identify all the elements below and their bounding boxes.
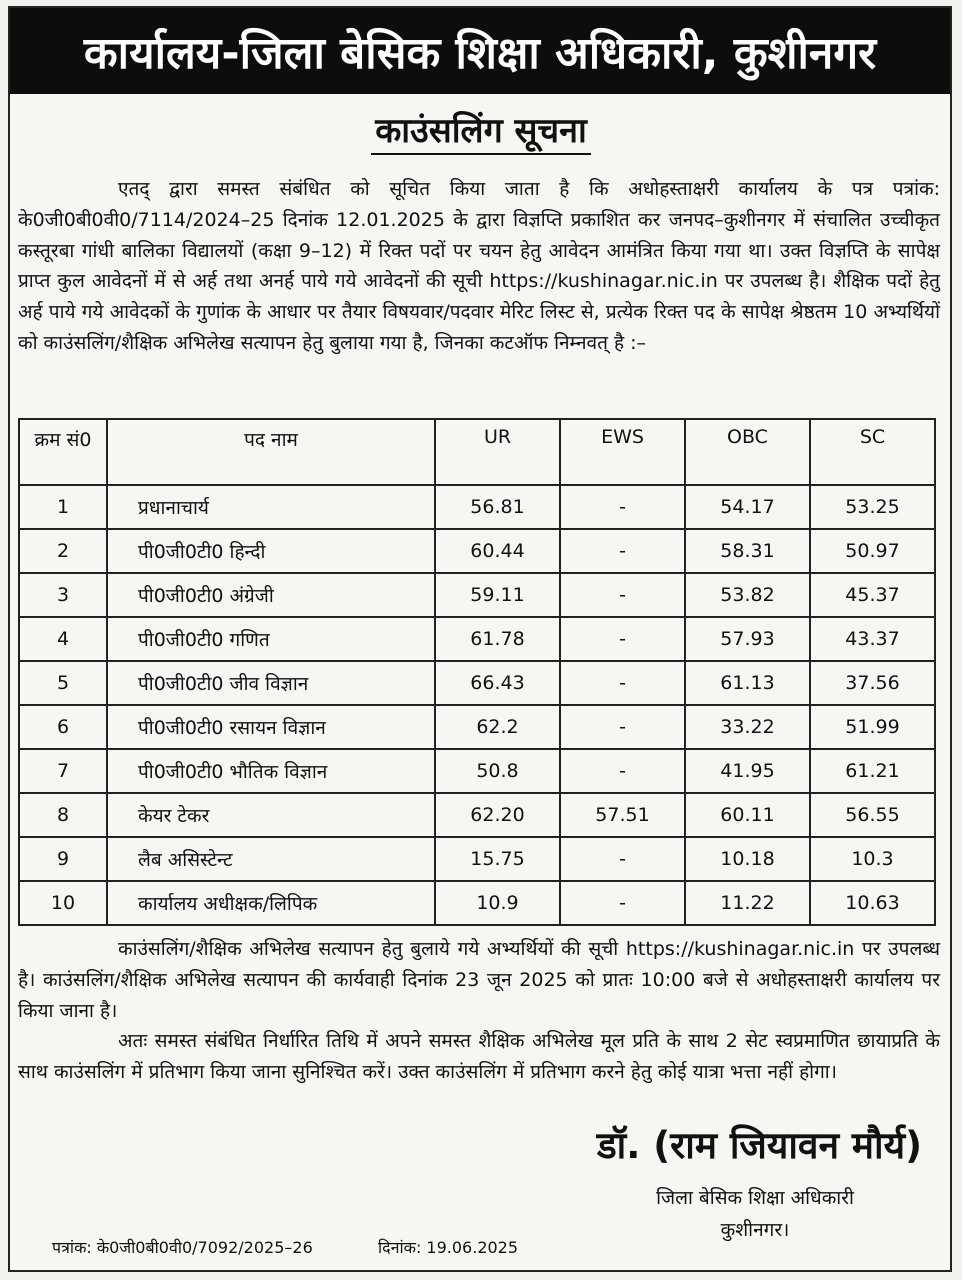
cutoff-table bbox=[18, 418, 936, 926]
cell-ews: - bbox=[560, 617, 685, 661]
cell-ews: - bbox=[560, 837, 685, 881]
cell-sc: 53.25 bbox=[810, 485, 935, 529]
header-ews: EWS bbox=[560, 419, 685, 485]
header-ur: UR bbox=[435, 419, 560, 485]
cell-sn: 2 bbox=[19, 529, 107, 573]
cell-sc: 37.56 bbox=[810, 661, 935, 705]
cell-ews: - bbox=[560, 485, 685, 529]
cell-sn: 1 bbox=[19, 485, 107, 529]
header-obc: OBC bbox=[685, 419, 810, 485]
cell-sn: 5 bbox=[19, 661, 107, 705]
cell-obc: 58.31 bbox=[685, 529, 810, 573]
cell-obc: 41.95 bbox=[685, 749, 810, 793]
cell-sc: 50.97 bbox=[810, 529, 935, 573]
cell-sn: 10 bbox=[19, 881, 107, 925]
cell-obc: 54.17 bbox=[685, 485, 810, 529]
cell-ews: - bbox=[560, 705, 685, 749]
table-row bbox=[19, 485, 935, 529]
cell-obc: 61.13 bbox=[685, 661, 810, 705]
intro-paragraph: एतद् द्वारा समस्त संबंधित को सूचित किया जाता है कि अधोहस्ताक्षरी कार्यालय के पत्र पत्रांक: के0जी0बी0वी0/7114/2024–25 दिनांक 12.01.2025 के द्वारा विज्ञप्ति प्रकाशित कर जनपद–कुशीनगर में संचालित उच्चीकृत कस्तूरबा गांधी बालिका विद्यालयों (कक्षा 9–12) में रिक्त पदों पर चयन हेतु आवेदन आमंत्रित किया गया था। उक्त विज्ञप्ति के सापेक्ष प्राप्त कुल आवेदनों में से अर्ह तथा अनर्ह पाये गये आवेदनों की सूची https://kushinagar.nic.in पर उपलब्ध है। शैक्षिक पदों हेतु अर्ह पाये गये आवेदकों के गुणांक के आधार पर तैयार विषयवार/पदवार मेरिट लिस्ट से, प्रत्येक रिक्त पद के सापेक्ष श्रेष्ठतम 10 अभ्यर्थियों को काउंसलिंग/शैक्षिक अभिलेख सत्यापन हेतु बुलाया गया है, जिनका कटऑफ निम्नवत् है :– bbox=[18, 178, 940, 354]
cell-obc: 53.82 bbox=[685, 573, 810, 617]
cell-sc: 43.37 bbox=[810, 617, 935, 661]
cell-sc: 56.55 bbox=[810, 793, 935, 837]
cell-ur: 62.20 bbox=[435, 793, 560, 837]
cell-ews: - bbox=[560, 749, 685, 793]
header-post: पद नाम bbox=[107, 419, 435, 485]
table-row bbox=[19, 749, 935, 793]
cell-post: पी0जी0टी0 अंग्रेजी bbox=[107, 573, 435, 617]
cell-sc: 61.21 bbox=[810, 749, 935, 793]
reference-number: पत्रांक: के0जी0बी0वी0/7092/2025–26 bbox=[52, 1238, 313, 1257]
cell-ur: 60.44 bbox=[435, 529, 560, 573]
table-row bbox=[19, 793, 935, 837]
cell-sn: 9 bbox=[19, 837, 107, 881]
cell-ews: - bbox=[560, 529, 685, 573]
cell-sc: 45.37 bbox=[810, 573, 935, 617]
table-header-row bbox=[19, 419, 935, 485]
table-row bbox=[19, 881, 935, 925]
cell-sn: 3 bbox=[19, 573, 107, 617]
cell-post: केयर टेकर bbox=[107, 793, 435, 837]
cell-post: प्रधानाचार्य bbox=[107, 485, 435, 529]
counselling-paragraph: काउंसलिंग/शैक्षिक अभिलेख सत्यापन हेतु बुलाये गये अभ्यर्थियों की सूची https://kushinagar.nic.in पर उपलब्ध है। काउंसलिंग/शैक्षिक अभिलेख सत्यापन की कार्यवाही दिनांक 23 जून 2025 को प्रातः 10:00 बजे से अधोहस्ताक्षरी कार्यालय पर किया जाना है। bbox=[18, 938, 940, 1022]
cell-ur: 61.78 bbox=[435, 617, 560, 661]
cell-ur: 66.43 bbox=[435, 661, 560, 705]
header-sc: SC bbox=[810, 419, 935, 485]
cell-post: पी0जी0टी0 भौतिक विज्ञान bbox=[107, 749, 435, 793]
cell-ews: - bbox=[560, 881, 685, 925]
cell-obc: 10.18 bbox=[685, 837, 810, 881]
cell-ur: 15.75 bbox=[435, 837, 560, 881]
notice-title-wrap bbox=[0, 106, 962, 152]
cell-post: पी0जी0टी0 हिन्दी bbox=[107, 529, 435, 573]
cell-obc: 33.22 bbox=[685, 705, 810, 749]
cell-ews: - bbox=[560, 573, 685, 617]
cell-ur: 59.11 bbox=[435, 573, 560, 617]
signatory-location: कुशीनगर। bbox=[720, 1219, 790, 1241]
cell-ews: - bbox=[560, 661, 685, 705]
signatory-block bbox=[620, 1182, 890, 1246]
notice-title: काउंसलिंग सूचना bbox=[371, 111, 591, 155]
cell-post: लैब असिस्टेन्ट bbox=[107, 837, 435, 881]
cell-sn: 7 bbox=[19, 749, 107, 793]
header-sn: क्रम सं0 bbox=[19, 419, 107, 485]
table-row bbox=[19, 529, 935, 573]
cell-sn: 4 bbox=[19, 617, 107, 661]
table-row bbox=[19, 705, 935, 749]
cell-obc: 11.22 bbox=[685, 881, 810, 925]
signatory-designation: जिला बेसिक शिक्षा अधिकारी bbox=[656, 1187, 854, 1209]
cell-post: कार्यालय अधीक्षक/लिपिक bbox=[107, 881, 435, 925]
cell-obc: 60.11 bbox=[685, 793, 810, 837]
cell-sn: 8 bbox=[19, 793, 107, 837]
table-row bbox=[19, 661, 935, 705]
table-row bbox=[19, 837, 935, 881]
signatory-name: डॉ. (राम जियावन मौर्य) bbox=[596, 1124, 922, 1167]
cell-sc: 10.3 bbox=[810, 837, 935, 881]
cell-ews: 57.51 bbox=[560, 793, 685, 837]
cell-ur: 62.2 bbox=[435, 705, 560, 749]
cell-sc: 51.99 bbox=[810, 705, 935, 749]
office-title: कार्यालय-जिला बेसिक शिक्षा अधिकारी, कुशीनगर bbox=[83, 28, 877, 79]
cell-sn: 6 bbox=[19, 705, 107, 749]
cell-post: पी0जी0टी0 जीव विज्ञान bbox=[107, 661, 435, 705]
instruction-paragraph: अतः समस्त संबंधित निर्धारित तिथि में अपने समस्त शैक्षिक अभिलेख मूल प्रति के साथ 2 सेट स्वप्रमाणित छायाप्रति के साथ काउंसलिंग में प्रतिभाग किया जाना सुनिश्चित करें। उक्त काउंसलिंग में प्रतिभाग करने हेतु कोई यात्रा भत्ता नहीं होगा। bbox=[18, 1030, 940, 1083]
cell-obc: 57.93 bbox=[685, 617, 810, 661]
cell-sc: 10.63 bbox=[810, 881, 935, 925]
cell-post: पी0जी0टी0 गणित bbox=[107, 617, 435, 661]
cell-ur: 10.9 bbox=[435, 881, 560, 925]
cell-ur: 56.81 bbox=[435, 485, 560, 529]
table-row bbox=[19, 617, 935, 661]
cell-ur: 50.8 bbox=[435, 749, 560, 793]
issue-date: दिनांक: 19.06.2025 bbox=[378, 1238, 519, 1257]
cell-post: पी0जी0टी0 रसायन विज्ञान bbox=[107, 705, 435, 749]
table-row bbox=[19, 573, 935, 617]
office-header bbox=[10, 8, 950, 94]
